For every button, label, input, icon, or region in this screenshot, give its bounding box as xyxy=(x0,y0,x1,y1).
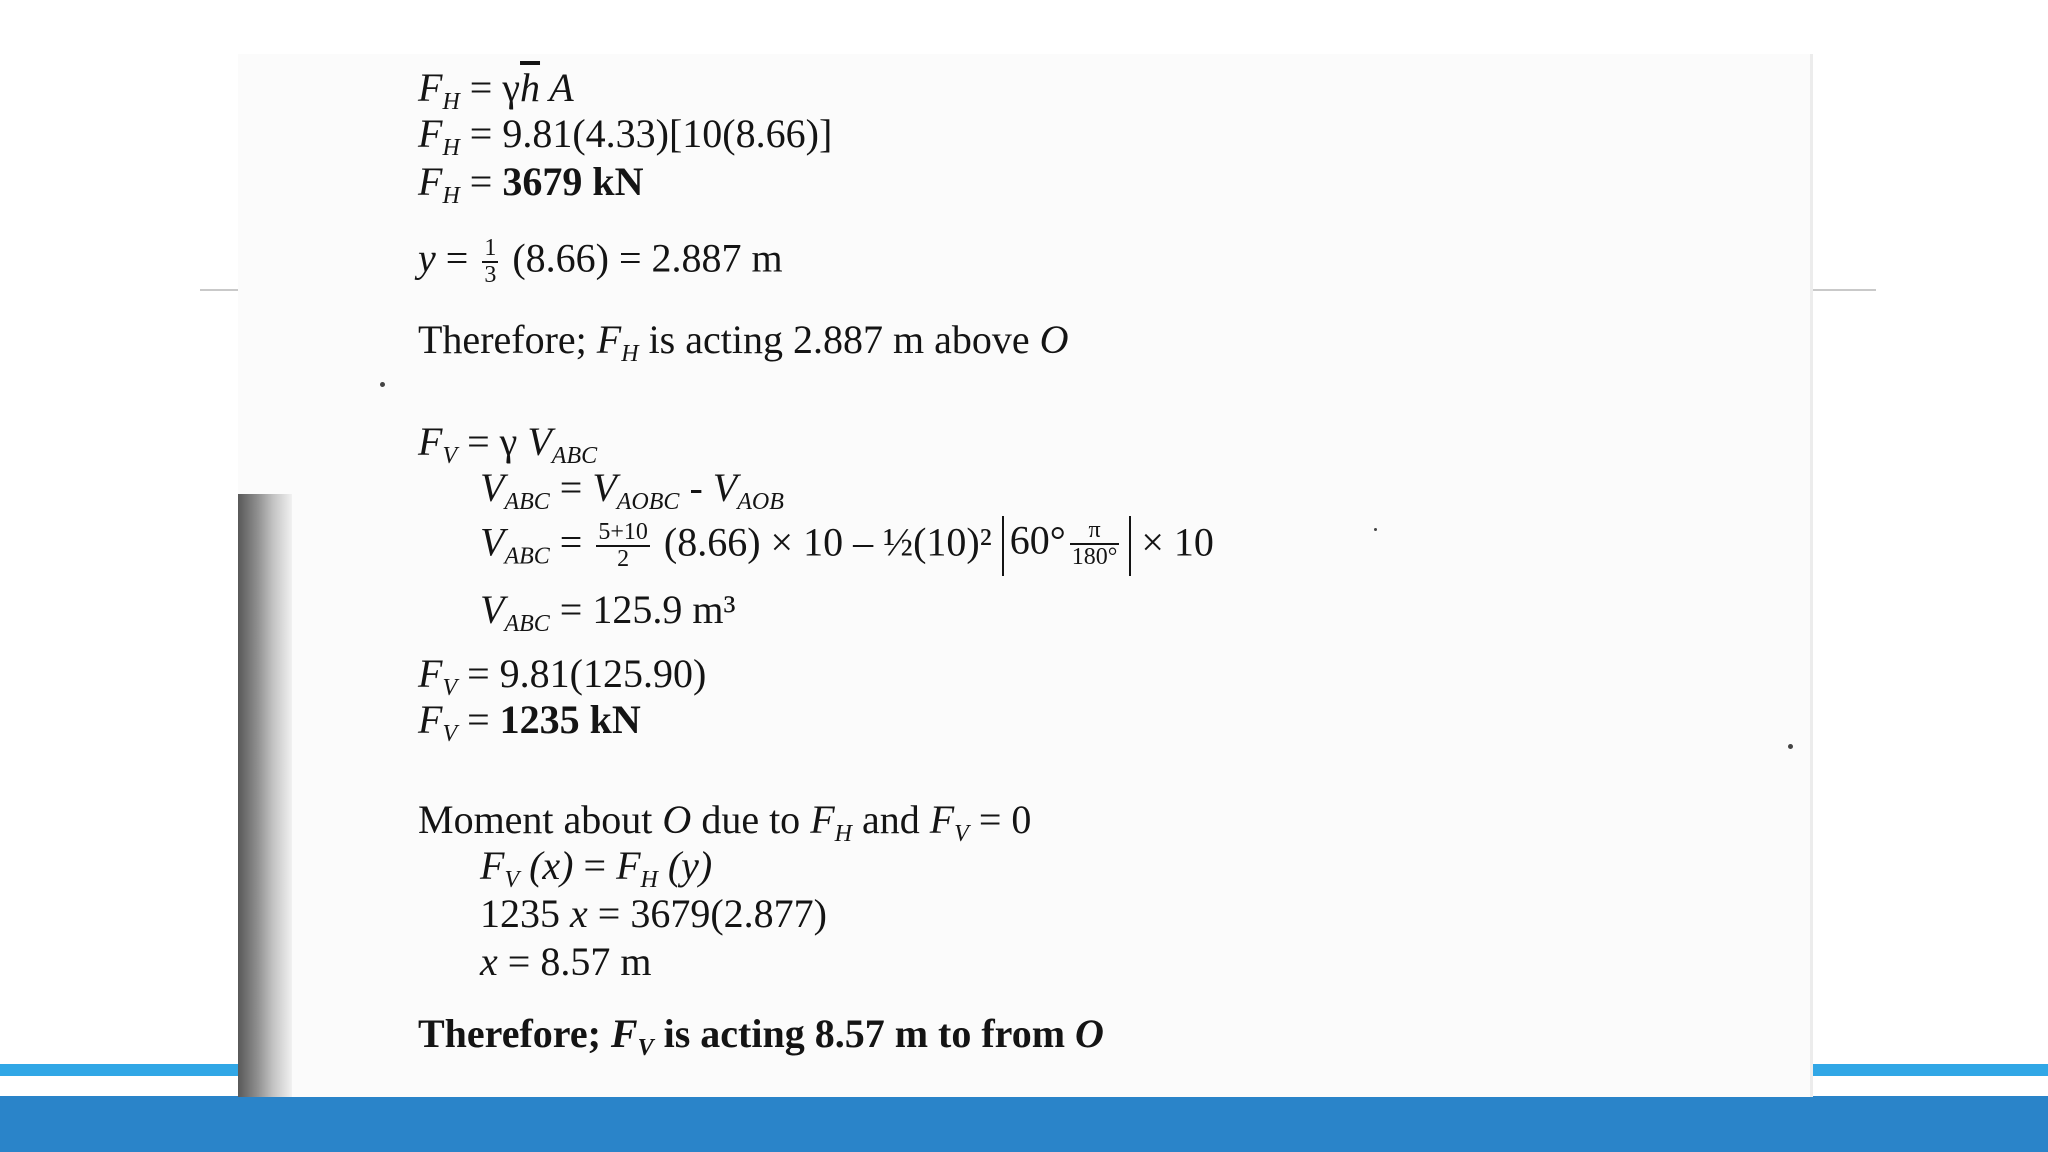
equation-x-result: x = 8.57 m xyxy=(480,939,652,984)
equation-fv-substitution: $F_V = 9.81(125.90)$ xyxy=(418,651,707,701)
equation-moment-balance: $F_V$ $(x) = F_H$ (y) xyxy=(480,843,713,893)
scan-binding-shadow xyxy=(238,494,292,1097)
fraction-pi-over-180: $\frac{\pi}{180^\circ}$ xyxy=(1071,517,1118,571)
equation-fv-formula: $F_V = \gamma$ $V_{ABC}$ xyxy=(418,419,598,469)
footer-band xyxy=(0,1096,2048,1152)
equation-vabc-substitution: $V_{ABC}$ = $\frac{5+10}{2}$ (8.66) × 10 – ½(10)² 60° $\frac{\pi}{180^\circ}$ × 10 xyxy=(480,516,1214,576)
statement-fh-location: Therefore; $F_H$ is acting 2.887 m above O xyxy=(418,317,1069,367)
equation-fh-substitution: $F_H = 9.81(4.33)[10(8.66)]$ xyxy=(418,111,833,161)
equation-moment-substitution: 1235 x = 3679(2.877) xyxy=(480,891,827,936)
decorative-rule-left xyxy=(200,289,240,291)
bracket-angle-radians: 60° $\frac{\pi}{180^\circ}$ xyxy=(1002,516,1132,576)
equation-fh-formula: $F_H = \gamma\overline{h}$ A xyxy=(418,65,574,115)
statement-moment-about-o: Moment about O due to $F_H$ and $F_V = 0$ xyxy=(418,797,1032,847)
equation-fh-result: $F_H = 3679$ kN xyxy=(418,159,644,209)
fraction-one-third: $\frac{1}{3}$ xyxy=(484,235,497,289)
fraction-trapezoid: $\frac{5+10}{2}$ xyxy=(598,519,648,573)
equation-fv-result: $F_V = 1235$ kN xyxy=(418,697,641,747)
equation-vabc-definition: $V_{ABC} = V_{AOBC} - V_{AOB}$ xyxy=(480,465,784,515)
scan-speck xyxy=(380,382,385,387)
statement-fv-location: Therefore; $F_V$ is acting 8.57 m to from O xyxy=(418,1011,1104,1061)
scan-speck xyxy=(1374,528,1377,531)
scan-speck xyxy=(1788,744,1793,749)
equation-y-arm: y = $\frac{1}{3}$ (8.66) = 2.887 m xyxy=(418,235,783,289)
equation-vabc-result: $V_{ABC} = 125.9$ m³ xyxy=(480,587,736,637)
decorative-rule-right xyxy=(1808,289,1876,291)
scanned-page xyxy=(238,54,1813,1097)
